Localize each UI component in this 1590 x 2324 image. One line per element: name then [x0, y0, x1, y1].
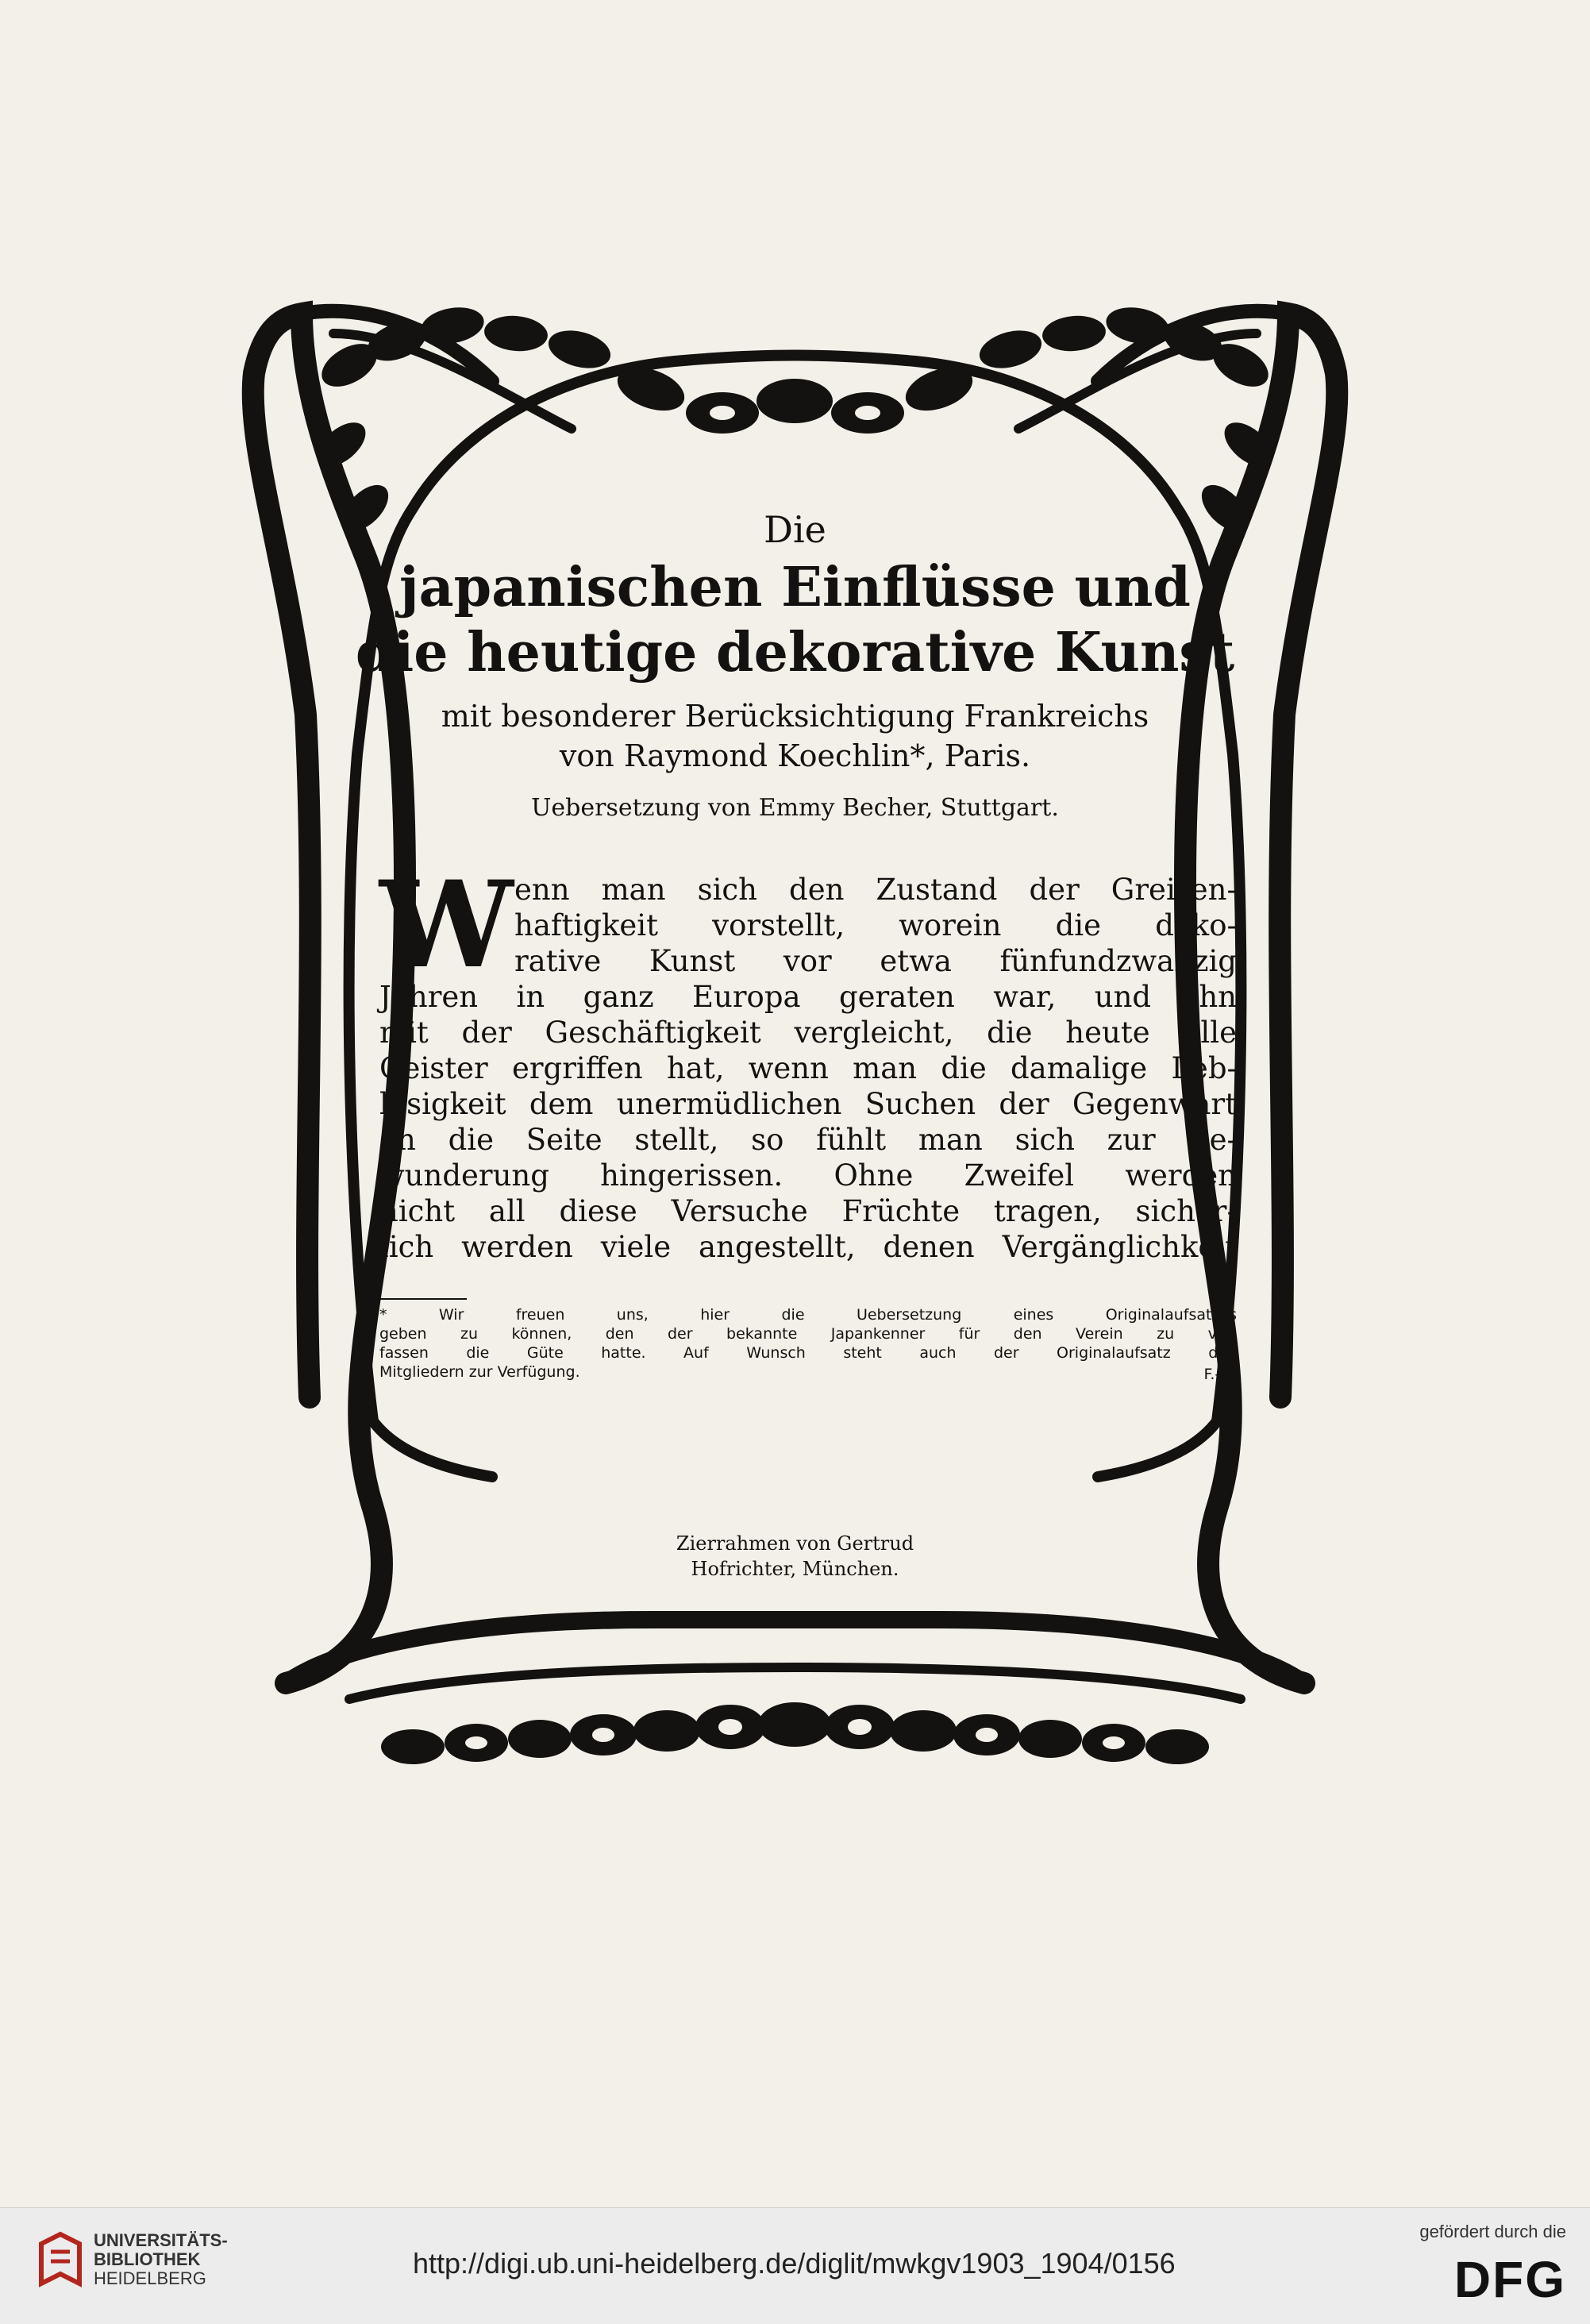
footnote-line: Mitgliedern zur Verfügung.: [379, 1363, 580, 1381]
footnote-line: * Wir freuen uns, hier die Uebersetzung eines Originalaufsatzes: [379, 1306, 1237, 1324]
body-line: lich werden viele angestellt, denen Vergänglichkeit: [379, 1230, 1237, 1264]
body-line: losigkeit dem unermüdlichen Suchen der Gegenwart: [379, 1087, 1237, 1121]
subtitle-line-1: mit besonderer Berücksichtigung Frankreichs: [441, 699, 1149, 734]
body-line: wunderung hingerissen. Ohne Zweifel werden: [379, 1158, 1237, 1193]
funding-label: gefördert durch die: [1419, 2222, 1566, 2241]
library-name-line-1: UNIVERSITÄTS-: [94, 2230, 228, 2250]
footnote-rule: [379, 1298, 467, 1300]
body-line: haftigkeit vorstellt, worein die deko-: [514, 908, 1237, 942]
body-line: mit der Geschäftigkeit vergleicht, die heute alle: [379, 1016, 1237, 1050]
author-line: von Raymond Koechlin*, Paris.: [559, 738, 1031, 773]
body-line: enn man sich den Zustand der Greisen-: [514, 873, 1237, 907]
translation-credit: Uebersetzung von Emmy Becher, Stuttgart.: [531, 794, 1059, 822]
body-line: rative Kunst vor etwa fünfundzwanzig: [514, 944, 1237, 978]
title-small: Die: [764, 508, 826, 551]
drop-cap: W: [379, 855, 514, 995]
footnote-line: fassen die Güte hatte. Auf Wunsch steht auch der Originalaufsatz den: [379, 1344, 1237, 1362]
permalink-url[interactable]: http://digi.ub.uni-heidelberg.de/diglit/mwkgv1903_1904/0156: [413, 2247, 1176, 2280]
dfg-logo: DFG: [1453, 2251, 1566, 2308]
footnote-signature: F.-O.: [1203, 1366, 1237, 1383]
body-line: an die Seite stellt, so fühlt man sich zur Be-: [379, 1123, 1237, 1157]
body-line: Geister ergriffen hat, wenn man die damalige Leb-: [379, 1051, 1237, 1085]
frame-credit-line-2: Hofrichter, München.: [691, 1558, 899, 1580]
footnote-line: geben zu können, den der bekannte Japankenner für den Verein zu ver-: [379, 1325, 1237, 1343]
library-name-line-2: BIBLIOTHEK: [94, 2249, 201, 2269]
title-line-1: japanischen Einflüsse und: [399, 556, 1191, 619]
title-line-2: die heutige dekorative Kunst: [355, 621, 1235, 684]
frame-credit-line-1: Zierrahmen von Gertrud: [676, 1532, 914, 1555]
body-line: nicht all diese Versuche Früchte tragen, sicher-: [379, 1194, 1237, 1228]
university-library-logo-icon: [38, 2228, 83, 2291]
body-line: Jahren in ganz Europa geraten war, und ihn: [379, 980, 1237, 1014]
library-name-line-3: HEIDELBERG: [94, 2268, 206, 2288]
